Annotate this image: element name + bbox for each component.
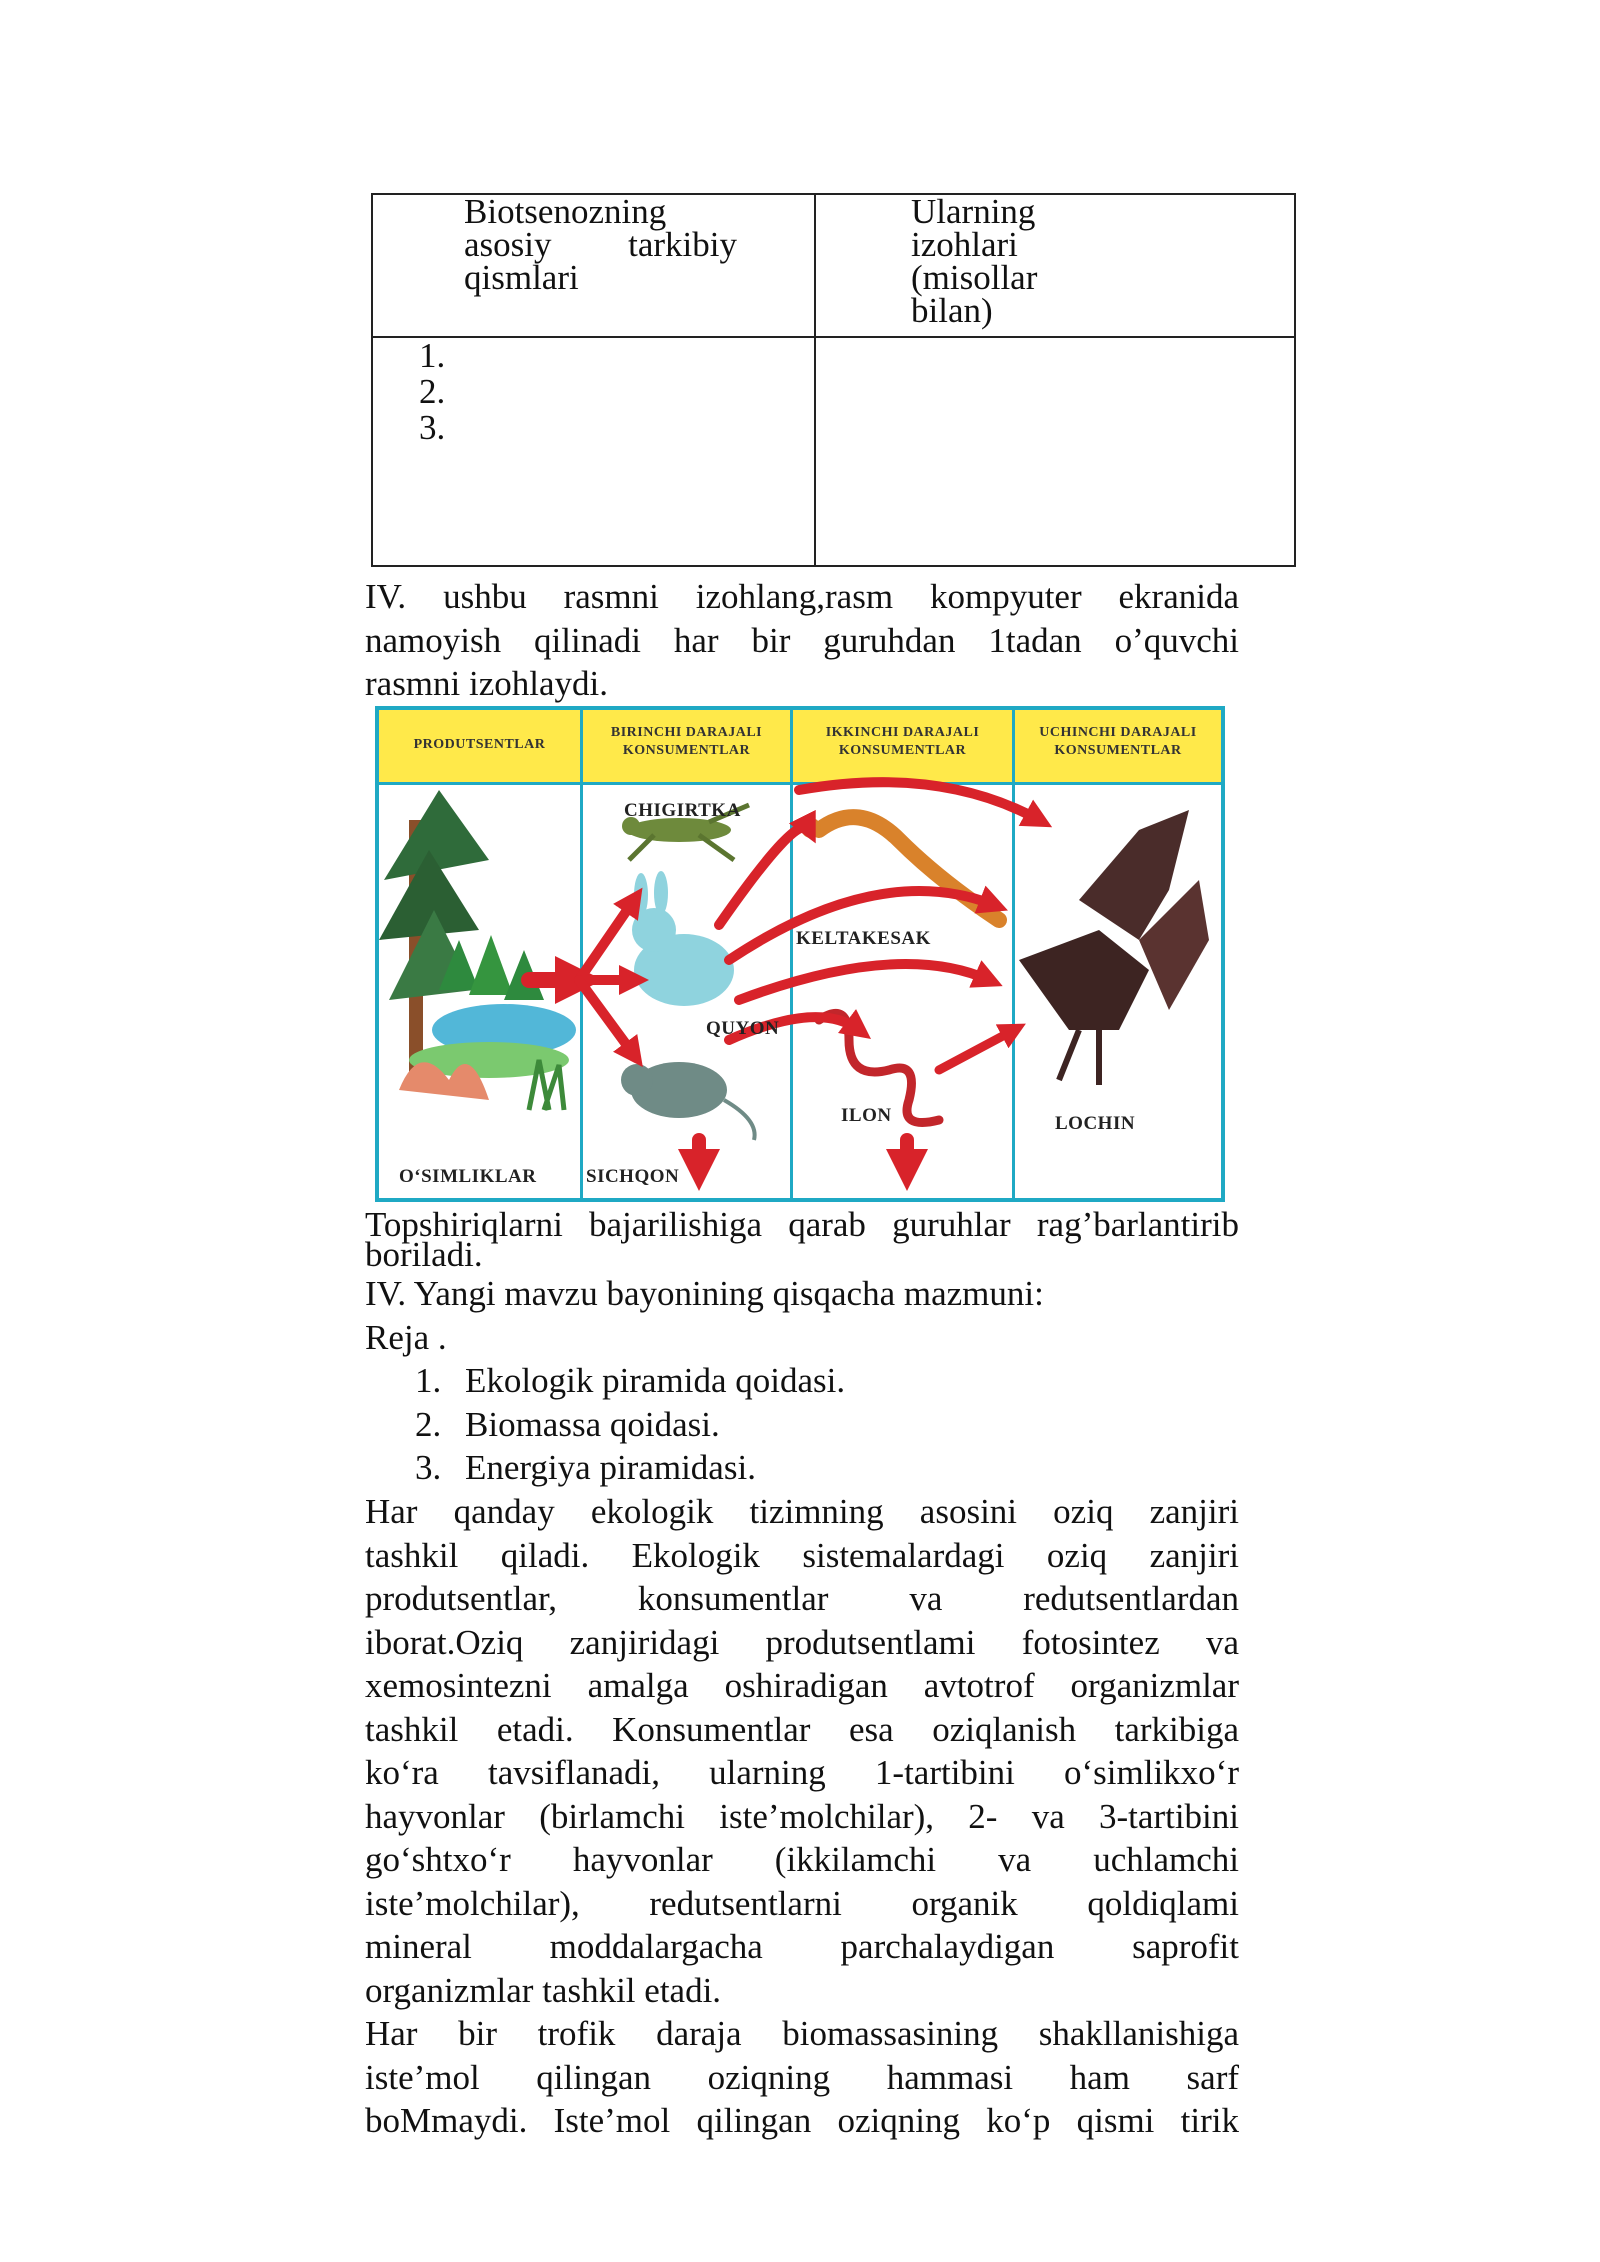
label-plants: O‘SIMLIKLAR [399,1166,537,1187]
table-header-components: Biotsenozning asosiy tarkibiy qismlari [464,192,737,297]
encouragement-text-end: boriladi. [365,1235,483,1274]
list-item: 1. Ekologik piramida qoidasi. [415,1361,846,1400]
label-mouse: SICHQON [586,1166,680,1187]
rabbit-icon [632,871,734,1006]
table-numbered-cell [419,338,445,446]
table-row-divider [373,336,1294,338]
list-item: 1. [419,336,446,375]
label-rabbit: QUYON [706,1018,780,1039]
label-snake: ILON [841,1105,892,1126]
list-item: 3. Energiya piramidasi. [415,1448,756,1487]
body-paragraph-1: Har qanday ekologik tizimning asosini oziq zanjiri tashkil qiladi. Ekologik sistemalardagi oziq zanjiri produtsentlar, konsumentlar va redutsentlardan iborat.Oziq zanjiridagi produtsentlami fotosintez va xemosintezni amalga oshiradigan avtotrof organizmlar tashkil etadi. Konsumentlar esa oziqlanish tarkibiga ko‘ra tavsiflanadi, ularning 1-tartibini o‘simlikxo‘r hayvonlar (birlamchi iste’molchilar), 2- va 3-tartibini go‘shtxo‘r hayvonlar (ikkilamchi va uchlamchi iste’molchilar), redutsentlarni organik qoldiqlami mineral moddalargacha parchalaydigan saprofit [365,1492,1239,1966]
header-first-consumers: BIRINCHI DARAJALI KONSUMENTLAR [610,725,763,758]
label-hawk: LOCHIN [1055,1113,1136,1134]
mouse-icon [621,1062,755,1140]
section-heading: IV. Yangi mavzu bayonining qisqacha mazmuni: Reja . [365,1272,1239,1359]
header-producers: PRODUTSENTLAR [413,737,546,752]
task-paragraph-end: rasmni izohlaydi. [365,664,609,703]
components-table [371,193,1296,567]
header-third-consumers: UCHINCHI DARAJALI KONSUMENTLAR [1039,725,1197,758]
plan-list [415,1359,845,1490]
plan-heading: Reja . [365,1317,447,1357]
food-chain-figure [375,706,1225,1202]
list-item: 3. [419,408,446,447]
energy-flow-arrows [529,782,1039,1170]
body-paragraph-2: Har bir trofik daraja biomassasining shakllanishiga iste’mol qilingan oziqning hammasi ham sarf boMmaydi. Iste’mol qilingan oziqning ko‘p qismi tirik [365,2014,1239,2140]
label-lizard: KELTAKESAK [796,928,931,949]
encouragement-text: Topshiriqlarni bajarilishiga qarab guruhlar rag’barlantirib [365,1205,1239,1244]
table-column-divider [814,195,816,565]
body-paragraph-1-end: organizmlar tashkil etadi. [365,1970,722,2010]
task-paragraph: IV. ushbu rasmni izohlang,rasm kompyuter ekranida namoyish qilinadi har bir guruhdan 1tadan o’quvchi [365,577,1239,660]
hawk-icon [1019,810,1209,1085]
label-grasshopper: CHIGIRTKA [624,800,741,821]
header-second-consumers: IKKINCHI DARAJALI KONSUMENTLAR [825,725,980,758]
list-item: 2. [419,372,446,411]
table-header-explanations: Ularning izohlari (misollar bilan) [911,192,1038,330]
list-item: 2. Biomassa qoidasi. [415,1404,720,1444]
